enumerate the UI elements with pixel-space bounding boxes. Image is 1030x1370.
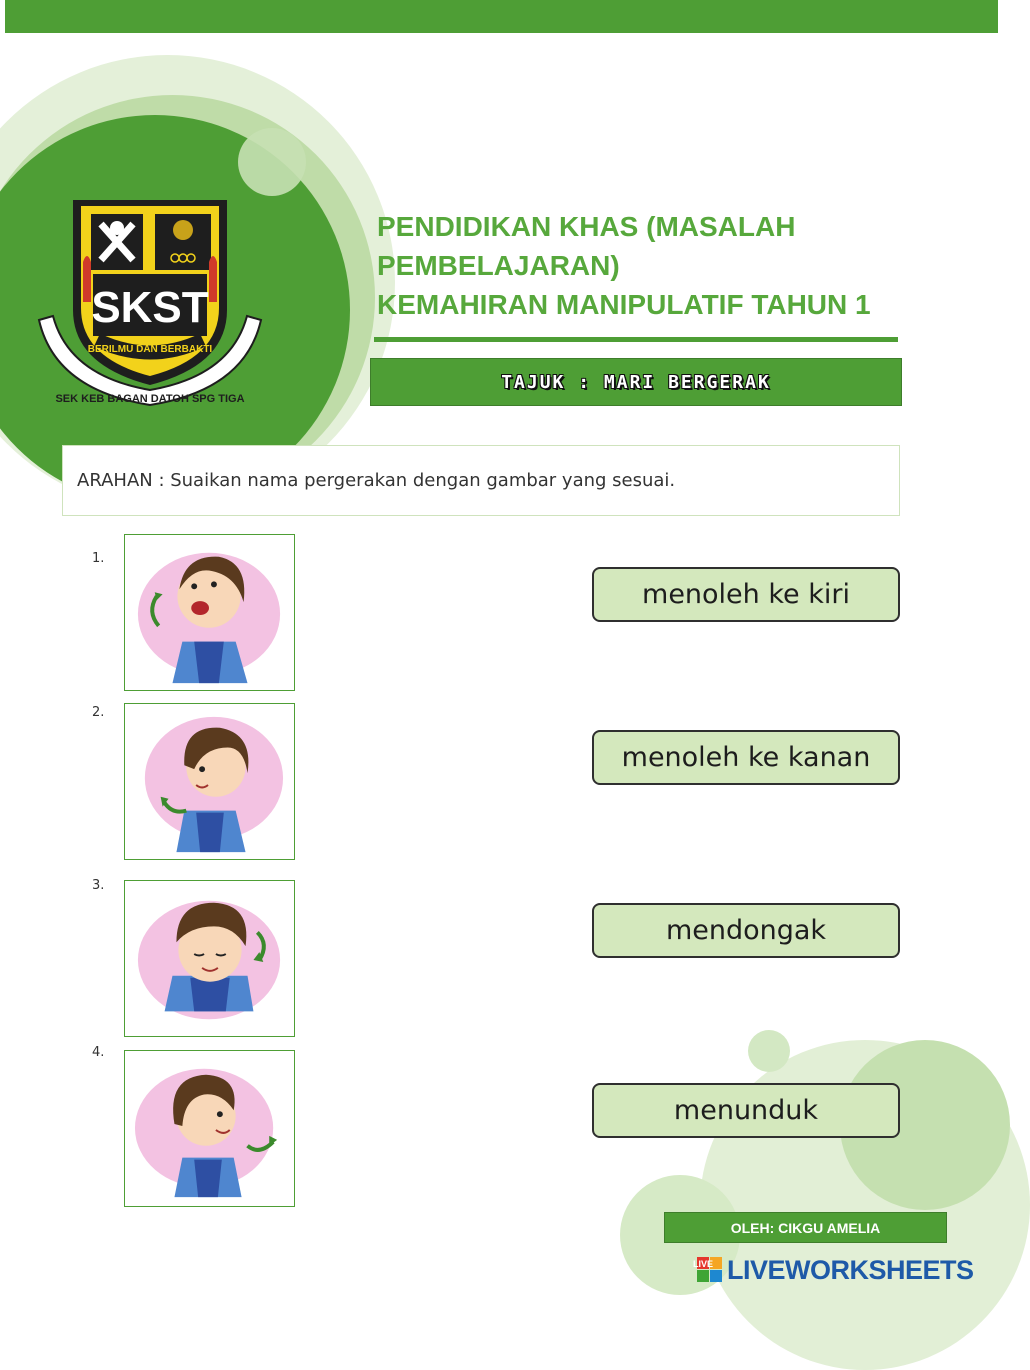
top-bar (5, 0, 998, 33)
topic-label: TAJUK : MARI BERGERAK (501, 371, 771, 393)
instruction-text: ARAHAN : Suaikan nama pergerakan dengan gambar yang sesuai. (77, 470, 676, 491)
school-logo (35, 190, 265, 420)
author-label: OLEH: CIKGU AMELIA (730, 1219, 881, 1236)
page-title (377, 207, 937, 324)
boy-looking-up-picture (125, 535, 294, 690)
brand-name: LIVEWORKSHEETS (727, 1254, 974, 1285)
item-number: 1. (92, 551, 105, 566)
boy-looking-down-picture (125, 881, 294, 1036)
topic-banner (370, 358, 902, 406)
instruction-box (62, 445, 900, 516)
answer-label: menoleh ke kanan (621, 742, 871, 773)
logo-monogram: SKST (91, 283, 209, 332)
decor-circle (238, 128, 306, 196)
decor-circle (748, 1030, 790, 1072)
answer-label: menoleh ke kiri (642, 579, 850, 610)
answer-option-menoleh-ke-kanan[interactable] (592, 730, 900, 785)
author-banner (664, 1212, 947, 1243)
answer-option-menoleh-ke-kiri[interactable] (592, 567, 900, 622)
answer-option-mendongak[interactable] (592, 903, 900, 958)
item-number: 4. (92, 1045, 105, 1060)
picture-card-2[interactable] (124, 703, 295, 860)
answer-label: mendongak (665, 915, 827, 946)
title-line: PEMBELAJARAN) (377, 250, 620, 281)
liveworksheets-brand[interactable] (692, 1254, 995, 1285)
brand-icon-letters: LIVE (692, 1259, 714, 1269)
liveworksheets-logo-icon (692, 1257, 723, 1283)
title-line: KEMAHIRAN MANIPULATIF TAHUN 1 (377, 289, 871, 320)
title-divider (374, 337, 898, 342)
logo-school-name: SEK KEB BAGAN DATOH SPG TIGA (55, 393, 245, 405)
boy-head-turned-other-side-picture (125, 1051, 294, 1206)
answer-option-menunduk[interactable] (592, 1083, 900, 1138)
title-line: PENDIDIKAN KHAS (MASALAH (377, 211, 796, 242)
item-number: 2. (92, 705, 105, 720)
picture-card-1[interactable] (124, 534, 295, 691)
logo-motto: BERILMU DAN BERBAKTI (87, 344, 213, 355)
picture-card-3[interactable] (124, 880, 295, 1037)
picture-card-4[interactable] (124, 1050, 295, 1207)
item-number: 3. (92, 878, 105, 893)
boy-head-turned-picture (125, 704, 294, 859)
answer-label: menunduk (673, 1095, 819, 1126)
